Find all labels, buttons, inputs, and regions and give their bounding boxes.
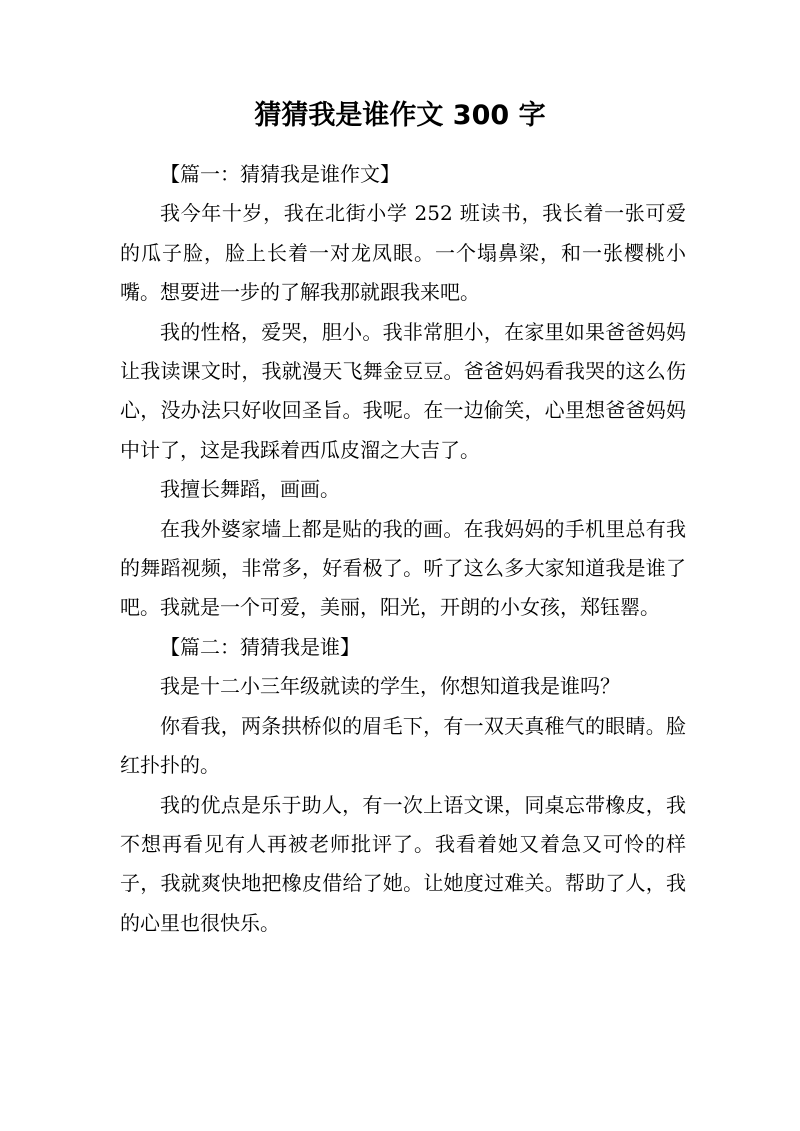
page-title: 猜猜我是谁作文 300 字	[254, 100, 546, 131]
paragraph: 你看我，两条拱桥似的眉毛下，有一双天真稚气的眼睛。脸红扑扑的。	[120, 713, 686, 778]
paragraph: 我擅长舞蹈，画画。	[160, 477, 340, 502]
paragraph: 在我外婆家墙上都是贴的我的画。在我妈妈的手机里总有我的舞蹈视频，非常多，好看极了。听了这么多大家知道我是谁了吧。我就是一个可爱，美丽，阳光，开朗的小女孩，郑钰罂。	[120, 516, 686, 620]
paragraph: 我的优点是乐于助人，有一次上语文课，同桌忘带橡皮，我不想再看见有人再被老师批评了。我看着她又着急又可怜的样子，我就爽快地把橡皮借给了她。让她度过难关。帮助了人，我的心里也很快乐。	[120, 792, 686, 935]
section-heading-2: 【篇二：猜猜我是谁】	[160, 634, 360, 659]
paragraph: 我今年十岁，我在北街小学 252 班读书，我长着一张可爱的瓜子脸，脸上长着一对龙凤眼。一个塌鼻梁，和一张樱桃小嘴。想要进一步的了解我那就跟我来吧。	[120, 201, 686, 305]
section-heading-1: 【篇一：猜猜我是谁作文】	[160, 162, 400, 186]
paragraph: 我是十二小三年级就读的学生，你想知道我是谁吗？	[160, 674, 620, 699]
document-body	[120, 155, 686, 943]
paragraph: 我的性格，爱哭，胆小。我非常胆小，在家里如果爸爸妈妈让我读课文时，我就漫天飞舞金豆豆。爸爸妈妈看我哭的这么伤心，没办法只好收回圣旨。我呢。在一边偷笑，心里想爸爸妈妈中计了，这是我踩着西瓜皮溜之大吉了。	[120, 319, 686, 462]
